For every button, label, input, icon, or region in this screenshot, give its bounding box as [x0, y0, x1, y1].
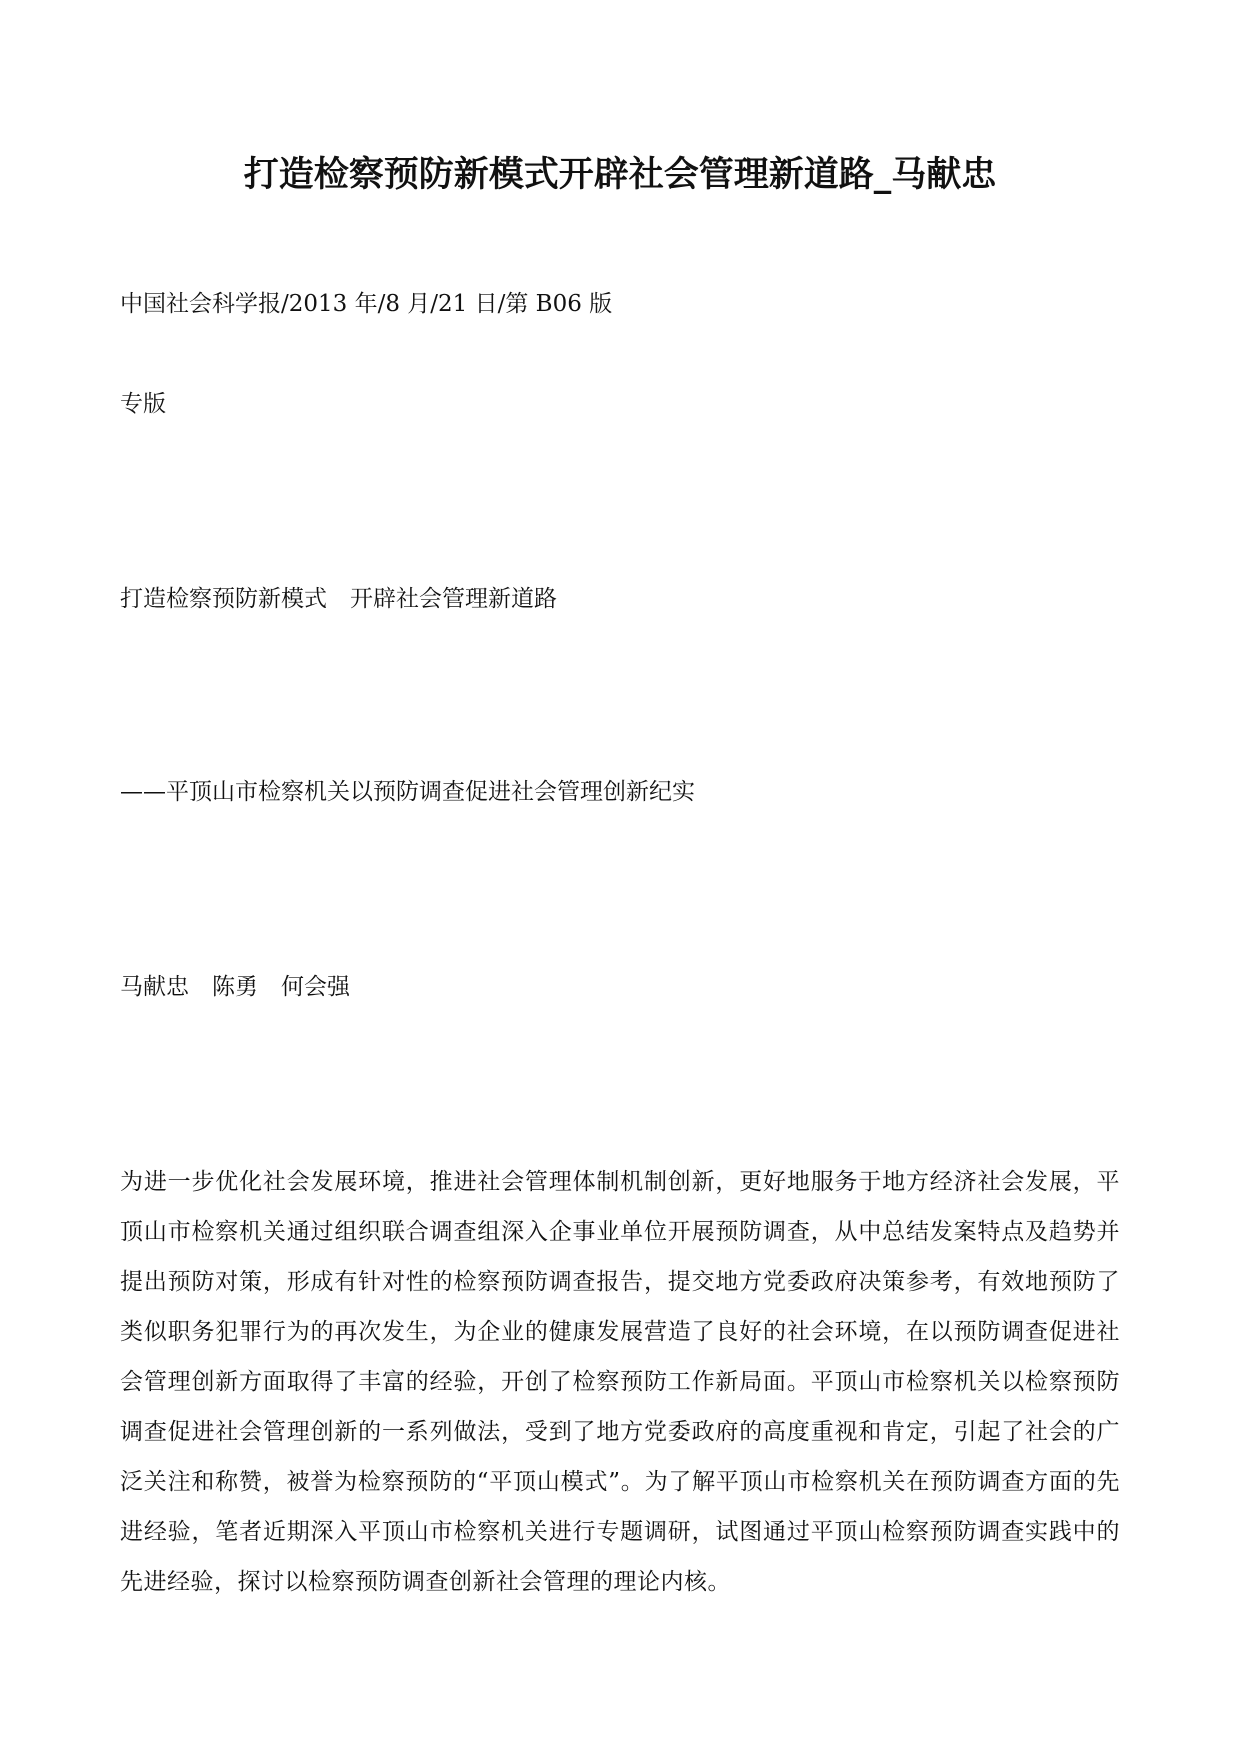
body-paragraph: 为进一步优化社会发展环境，推进社会管理体制机制创新，更好地服务于地方经济社会发展，平顶山市检察机关通过组织联合调查组深入企事业单位开展预防调查，从中总结发案特点及趋势并提出预防对策，形成有针对性的检察预防调查报告，提交地方党委政府决策参考，有效地预防了类似职务犯罪行为的再次发生，为企业的健康发展营造了良好的社会环境，在以预防调查促进社会管理创新方面取得了丰富的经验，开创了检察预防工作新局面。平顶山市检察机关以检察预防调查促进社会管理创新的一系列做法，受到了地方党委政府的高度重视和肯定，引起了社会的广泛关注和称赞，被誉为检察预防的“平顶山模式”。为了解平顶山市检察机关在预防调查方面的先进经验，笔者近期深入平顶山市检察机关进行专题调研，试图通过平顶山检察预防调查实践中的先进经验，探讨以检察预防调查创新社会管理的理论内核。: [120, 1169, 1120, 1595]
article-subtitle: ——平顶山市检察机关以预防调查促进社会管理创新纪实: [120, 779, 695, 805]
article-heading: 打造检察预防新模式 开辟社会管理新道路: [120, 586, 557, 612]
author-list: 马献忠 陈勇 何会强: [120, 974, 350, 1000]
section-label: 专版: [120, 391, 166, 417]
publication-info: 中国社会科学报/2013 年/8 月/21 日/第 B06 版: [120, 291, 613, 317]
document-title: 打造检察预防新模式开辟社会管理新道路_马献忠: [243, 155, 997, 195]
